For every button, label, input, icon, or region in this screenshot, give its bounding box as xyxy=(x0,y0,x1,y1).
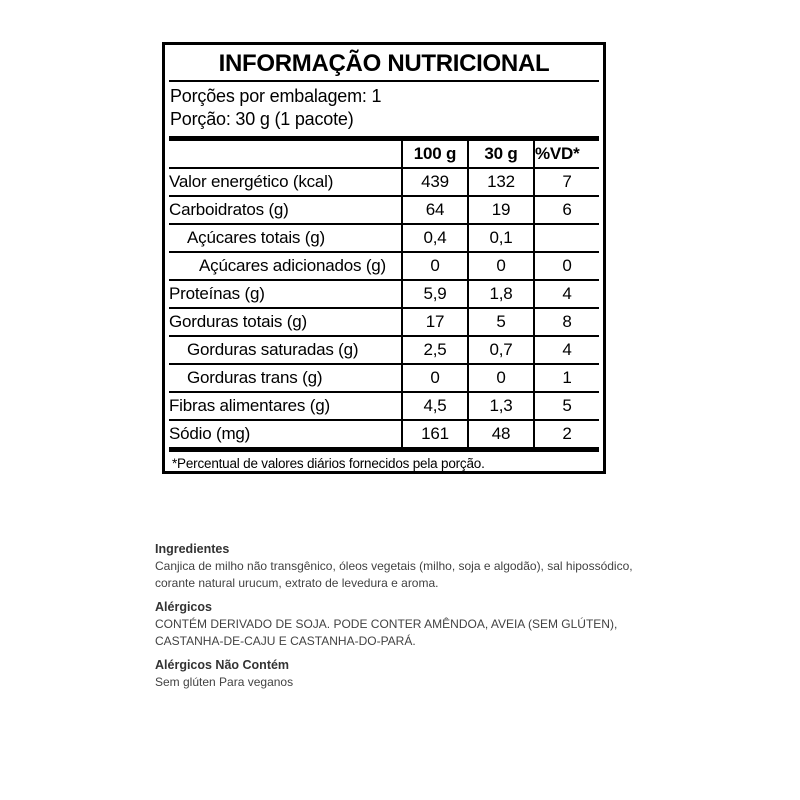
nutrition-label-panel xyxy=(162,42,606,474)
allergens-free-text: Sem glúten Para veganos xyxy=(155,675,294,689)
allergens-section xyxy=(155,599,695,650)
table-row-gorduras-saturadas xyxy=(169,336,599,364)
ingredients-text-line: corante natural urucum, extrato de levedura e aroma. xyxy=(155,576,439,590)
value-30g: 1,8 xyxy=(468,280,534,308)
nutrient-name: Gorduras trans (g) xyxy=(169,364,402,392)
table-row-acucares-totais xyxy=(169,224,599,252)
value-100g: 5,9 xyxy=(402,280,468,308)
nutrition-label-title: INFORMAÇÃO NUTRICIONAL xyxy=(218,50,550,77)
value-100g: 161 xyxy=(402,420,468,447)
value-100g: 0,4 xyxy=(402,224,468,252)
nutrient-name: Fibras alimentares (g) xyxy=(169,392,402,420)
value-vd: 2 xyxy=(534,420,599,447)
table-row-carboidratos xyxy=(169,196,599,224)
value-vd: 6 xyxy=(534,196,599,224)
nutrition-table xyxy=(169,141,599,447)
footnote: *Percentual de valores diários fornecidos pela porção. xyxy=(172,456,485,471)
ingredients-heading: Ingredientes xyxy=(155,542,230,556)
allergens-heading: Alérgicos xyxy=(155,600,212,614)
ingredients-text-line: Canjica de milho não transgênico, óleos vegetais (milho, soja e algodão), sal hipossódico, xyxy=(155,559,633,573)
column-header-vd: %VD* xyxy=(534,141,599,168)
product-details xyxy=(155,541,695,698)
serving-size: Porção: 30 g (1 pacote) xyxy=(170,109,354,129)
table-row-sodio xyxy=(169,420,599,447)
nutrient-name: Gorduras totais (g) xyxy=(169,308,402,336)
table-row-acucares-adicionados xyxy=(169,252,599,280)
corner-cell xyxy=(169,141,402,168)
value-100g: 4,5 xyxy=(402,392,468,420)
nutrient-name: Proteínas (g) xyxy=(169,280,402,308)
column-header-30g: 30 g xyxy=(468,141,534,168)
table-row-proteinas xyxy=(169,280,599,308)
nutrient-name: Sódio (mg) xyxy=(169,420,402,447)
value-100g: 0 xyxy=(402,252,468,280)
nutrient-name: Gorduras saturadas (g) xyxy=(169,336,402,364)
nutrient-name: Açúcares adicionados (g) xyxy=(169,252,402,280)
value-100g: 0 xyxy=(402,364,468,392)
table-row-gorduras-trans xyxy=(169,364,599,392)
value-100g: 439 xyxy=(402,168,468,196)
value-30g: 0,7 xyxy=(468,336,534,364)
value-vd: 1 xyxy=(534,364,599,392)
value-30g: 0 xyxy=(468,364,534,392)
value-vd: 4 xyxy=(534,336,599,364)
value-30g: 1,3 xyxy=(468,392,534,420)
table-row-energia xyxy=(169,168,599,196)
value-100g: 2,5 xyxy=(402,336,468,364)
ingredients-section xyxy=(155,541,695,592)
value-30g: 5 xyxy=(468,308,534,336)
serving-info xyxy=(165,82,603,136)
allergens-text-line: CONTÉM DERIVADO DE SOJA. PODE CONTER AMÊNDOA, AVEIA (SEM GLÚTEN), xyxy=(155,617,618,631)
value-100g: 64 xyxy=(402,196,468,224)
servings-per-package: Porções por embalagem: 1 xyxy=(170,86,382,106)
value-vd xyxy=(534,224,599,252)
value-vd: 8 xyxy=(534,308,599,336)
nutrient-name: Carboidratos (g) xyxy=(169,196,402,224)
table-row-gorduras-totais xyxy=(169,308,599,336)
value-vd: 4 xyxy=(534,280,599,308)
nutrient-name: Açúcares totais (g) xyxy=(169,224,402,252)
value-30g: 0,1 xyxy=(468,224,534,252)
value-30g: 19 xyxy=(468,196,534,224)
value-30g: 132 xyxy=(468,168,534,196)
value-30g: 0 xyxy=(468,252,534,280)
table-row-fibras xyxy=(169,392,599,420)
table-header-row xyxy=(169,141,599,168)
value-vd: 7 xyxy=(534,168,599,196)
value-30g: 48 xyxy=(468,420,534,447)
value-vd: 5 xyxy=(534,392,599,420)
nutrient-name: Valor energético (kcal) xyxy=(169,168,402,196)
allergens-free-heading: Alérgicos Não Contém xyxy=(155,658,290,672)
value-100g: 17 xyxy=(402,308,468,336)
allergens-free-section xyxy=(155,657,695,691)
column-header-100g: 100 g xyxy=(402,141,468,168)
value-vd: 0 xyxy=(534,252,599,280)
allergens-text-line: CASTANHA-DE-CAJU E CASTANHA-DO-PARÁ. xyxy=(155,634,416,648)
